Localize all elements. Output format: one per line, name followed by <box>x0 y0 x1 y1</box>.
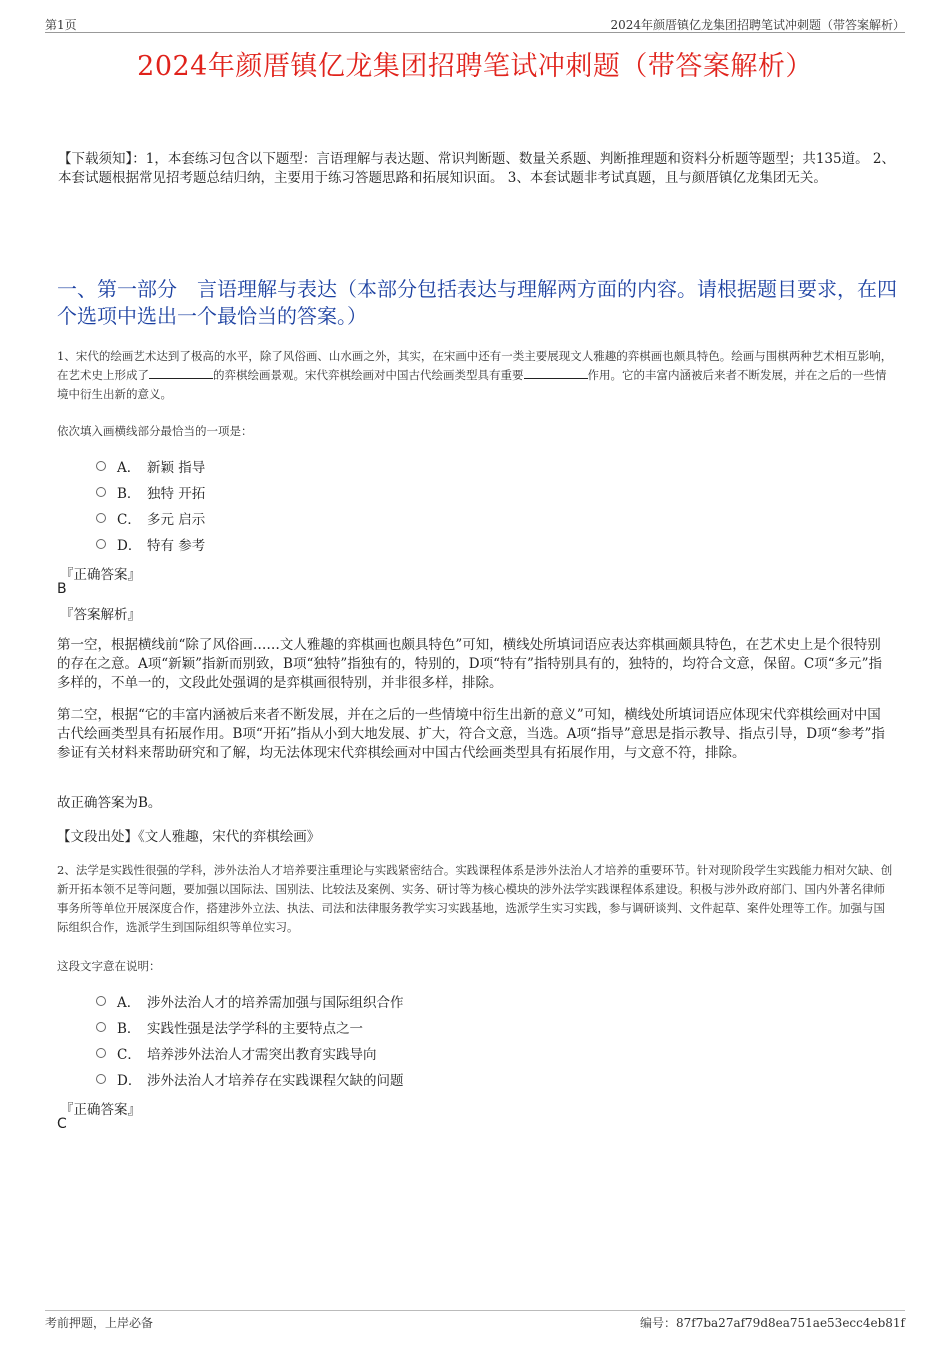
radio-icon[interactable] <box>96 487 106 497</box>
option-d[interactable]: D． 涉外法治人才培养存在实践课程欠缺的问题 <box>96 1066 404 1092</box>
question-1-options <box>96 453 205 557</box>
option-b[interactable]: B． 实践性强是法学学科的主要特点之一 <box>96 1014 404 1040</box>
question-1-prompt: 依次填入画横线部分最恰当的一项是： <box>57 424 253 438</box>
question-2-prompt: 这段文字意在说明： <box>57 959 161 973</box>
analysis-paragraph-1: 第一空，根据横线前“除了风俗画……文人雅趣的弈棋画也颇具特色”可知，横线处所填词语应表达弈棋画颇具特色，在艺术史上是个很特别的存在之意。A项“新颖”指新而别致，B项“独特”指独有的，特别的，D项“特有”指特别具有的，独特的，均符合文意，保留。C项“多元”指多样的，不单一的，文段此处强调的是弈棋画很特别，并非很多样，排除。 <box>57 637 883 691</box>
download-notice: 【下载须知】：1，本套练习包含以下题型：言语理解与表达题、常识判断题、数量关系题、判断推理题和资料分析题等题型；共135道。 2、本套试题根据常见招考题总结归纳，主要用于练习答题思路和拓展知识面。 3、本套试题非考试真题，且与颜厝镇亿龙集团无关。 <box>58 151 895 186</box>
question-2-options <box>96 988 404 1092</box>
analysis-conclusion: 故正确答案为B。 <box>57 795 162 811</box>
radio-icon[interactable] <box>96 1074 106 1084</box>
option-b[interactable]: B． 独特 开拓 <box>96 479 205 505</box>
footer-serial: 编号：87f7ba27af79d8ea751ae53ecc4eb81f <box>640 1316 905 1330</box>
radio-icon[interactable] <box>96 513 106 523</box>
answer-label: 『正确答案』 <box>60 567 141 583</box>
passage-source: 【文段出处】《文人雅趣，宋代的弈棋绘画》 <box>57 829 321 845</box>
option-c[interactable]: C． 多元 启示 <box>96 505 205 531</box>
analysis-paragraph-2: 第二空，根据“它的丰富内涵被后来者不断发展，并在之后的一些情境中衍生出新的意义”可知，横线处所填词语应体现宋代弈棋绘画对中国古代绘画类型具有拓展作用。B项“开拓”指从小到大地发展、扩大，符合文意，当选。A项“指导”意思是指示教导、指点引导，D项“参考”指参证有关材料来帮助研究和了解，均无法体现宋代弈棋绘画对中国古代绘画类型具有拓展作用，与文意不符，排除。 <box>57 707 885 761</box>
radio-icon[interactable] <box>96 539 106 549</box>
analysis-label: 『答案解析』 <box>60 607 141 623</box>
page-number: 第1页 <box>45 18 77 32</box>
answer-value: B <box>57 581 67 597</box>
radio-icon[interactable] <box>96 996 106 1006</box>
option-c[interactable]: C． 培养涉外法治人才需突出教育实践导向 <box>96 1040 404 1066</box>
radio-icon[interactable] <box>96 461 106 471</box>
radio-icon[interactable] <box>96 1022 106 1032</box>
fill-blank-2 <box>524 367 588 379</box>
document-title: 2024年颜厝镇亿龙集团招聘笔试冲刺题（带答案解析） <box>137 51 813 82</box>
header-doc-title: 2024年颜厝镇亿龙集团招聘笔试冲刺题（带答案解析） <box>610 18 905 32</box>
footer-divider <box>45 1310 905 1311</box>
radio-icon[interactable] <box>96 1048 106 1058</box>
question-1-text: 1、宋代的绘画艺术达到了极高的水平，除了风俗画、山水画之外，其实，在宋画中还有一类主要展现文人雅趣的弈棋画也颇具特色。绘画与围棋两种艺术相互影响，在艺术史上形成了 的弈棋绘画景观。宋代弈棋绘画对中国古代绘画类型具有重要 作用。它的丰富内涵被后来者不断发展，并在之后的一些情境中衍生出新的意义。 <box>57 349 893 401</box>
question-2-text: 2、法学是实践性很强的学科，涉外法治人才培养要注重理论与实践紧密结合。实践课程体系是涉外法治人才培养的重要环节。针对现阶段学生实践能力相对欠缺、创新开拓本领不足等问题，要加强以国际法、国别法、比较法及案例、实务、研讨等为核心模块的涉外法学实践课程体系建设。积极与涉外政府部门、国内外著名律师事务所等单位开展深度合作，搭建涉外立法、执法、司法和法律服务教学实习实践基地，选派学生实习实践，参与调研谈判、文件起草、案件处理等工作。加强与国际组织合作，选派学生到国际组织等单位实习。 <box>57 863 893 934</box>
option-a[interactable]: A． 涉外法治人才的培养需加强与国际组织合作 <box>96 988 404 1014</box>
option-d[interactable]: D． 特有 参考 <box>96 531 205 557</box>
page-header <box>45 14 905 33</box>
option-a[interactable]: A． 新颖 指导 <box>96 453 205 479</box>
answer-value: C <box>57 1116 67 1132</box>
fill-blank-1 <box>149 367 213 379</box>
section-title: 一、第一部分 言语理解与表达（本部分包括表达与理解两方面的内容。请根据题目要求，在四个选项中选出一个最恰当的答案。） <box>57 277 897 328</box>
answer-label: 『正确答案』 <box>60 1102 141 1118</box>
footer-slogan: 考前押题，上岸必备 <box>45 1316 154 1330</box>
